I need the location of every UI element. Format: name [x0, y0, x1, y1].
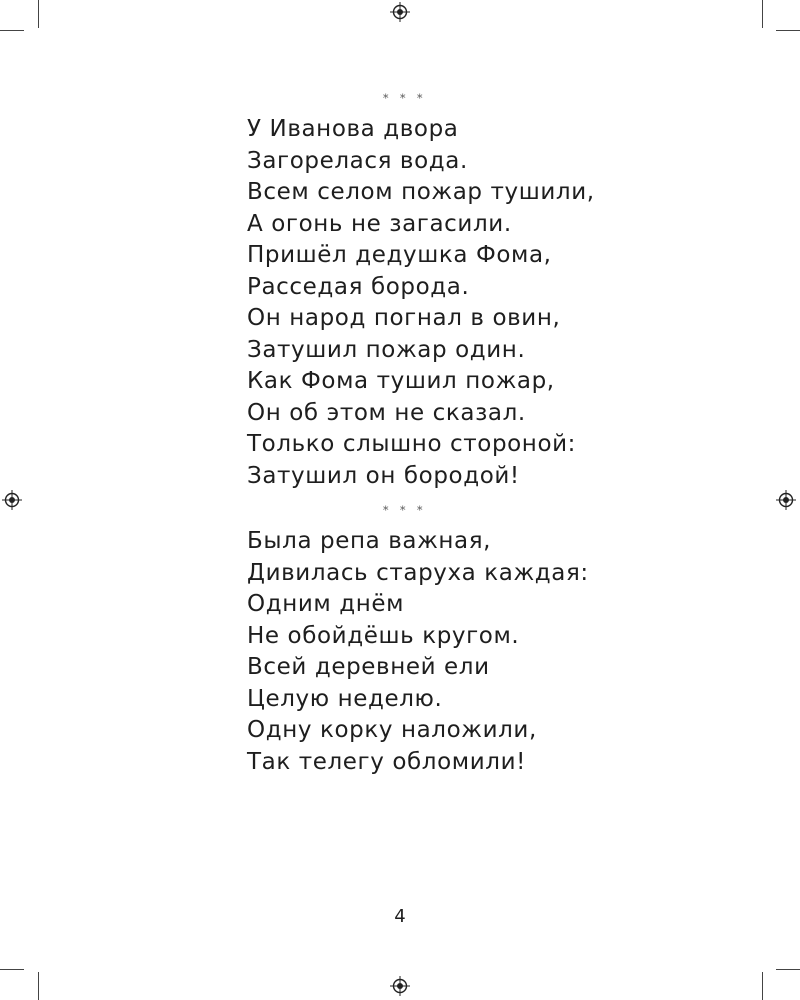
registration-mark-right-icon	[776, 490, 796, 510]
poem-line: Целую неделю.	[247, 685, 443, 712]
poem-ivanov-yard	[247, 92, 667, 492]
poem-line: Одним днём	[247, 591, 405, 617]
poem-line: Расседая борода.	[247, 273, 470, 300]
poem-line: Не обойдёшь кругом.	[247, 622, 520, 649]
poem-line: Только слышно стороной:	[247, 431, 577, 457]
poem-line: Он об этом не сказал.	[247, 399, 526, 426]
crop-mark-top-left	[38, 0, 39, 28]
crop-mark-bottom-right-h	[776, 969, 800, 970]
crop-mark-bottom-left	[38, 972, 39, 1000]
crop-mark-top-right-h	[776, 30, 800, 31]
poem-line: Дивилась старуха каждая:	[247, 559, 589, 586]
crop-mark-bottom-right	[762, 972, 763, 1000]
registration-mark-top-icon	[390, 2, 410, 22]
poem-line: Одну корку наложили,	[247, 717, 537, 743]
page-number: 4	[394, 906, 406, 927]
crop-mark-bottom-left-h	[0, 969, 24, 970]
crop-mark-top-right	[762, 0, 763, 28]
poem-line: А огонь не загасили.	[247, 210, 512, 237]
poem-line: Как Фома тушил пожар,	[247, 368, 555, 394]
poem-line: У Иванова двора	[247, 116, 459, 142]
crop-mark-top-left-h	[0, 30, 24, 31]
poem-line: Всем селом пожар тушили,	[247, 179, 595, 205]
poem-line: Пришёл дедушка Фома,	[247, 242, 552, 268]
registration-mark-bottom-icon	[390, 976, 410, 996]
poem-line: Затушил пожар один.	[247, 336, 526, 363]
poem-turnip	[247, 504, 667, 778]
poem-line: Была репа важная,	[247, 528, 492, 554]
poem-separator: * * *	[383, 92, 427, 105]
poem-separator: * * *	[383, 504, 427, 517]
poem-line: Так телегу обломили!	[247, 748, 526, 775]
poem-line: Загорелася вода.	[247, 147, 468, 174]
poem-line: Он народ погнал в овин,	[247, 305, 561, 331]
poem-line: Затушил он бородой!	[247, 462, 520, 489]
poem-line: Всей деревней ели	[247, 654, 490, 680]
registration-mark-left-icon	[2, 490, 22, 510]
